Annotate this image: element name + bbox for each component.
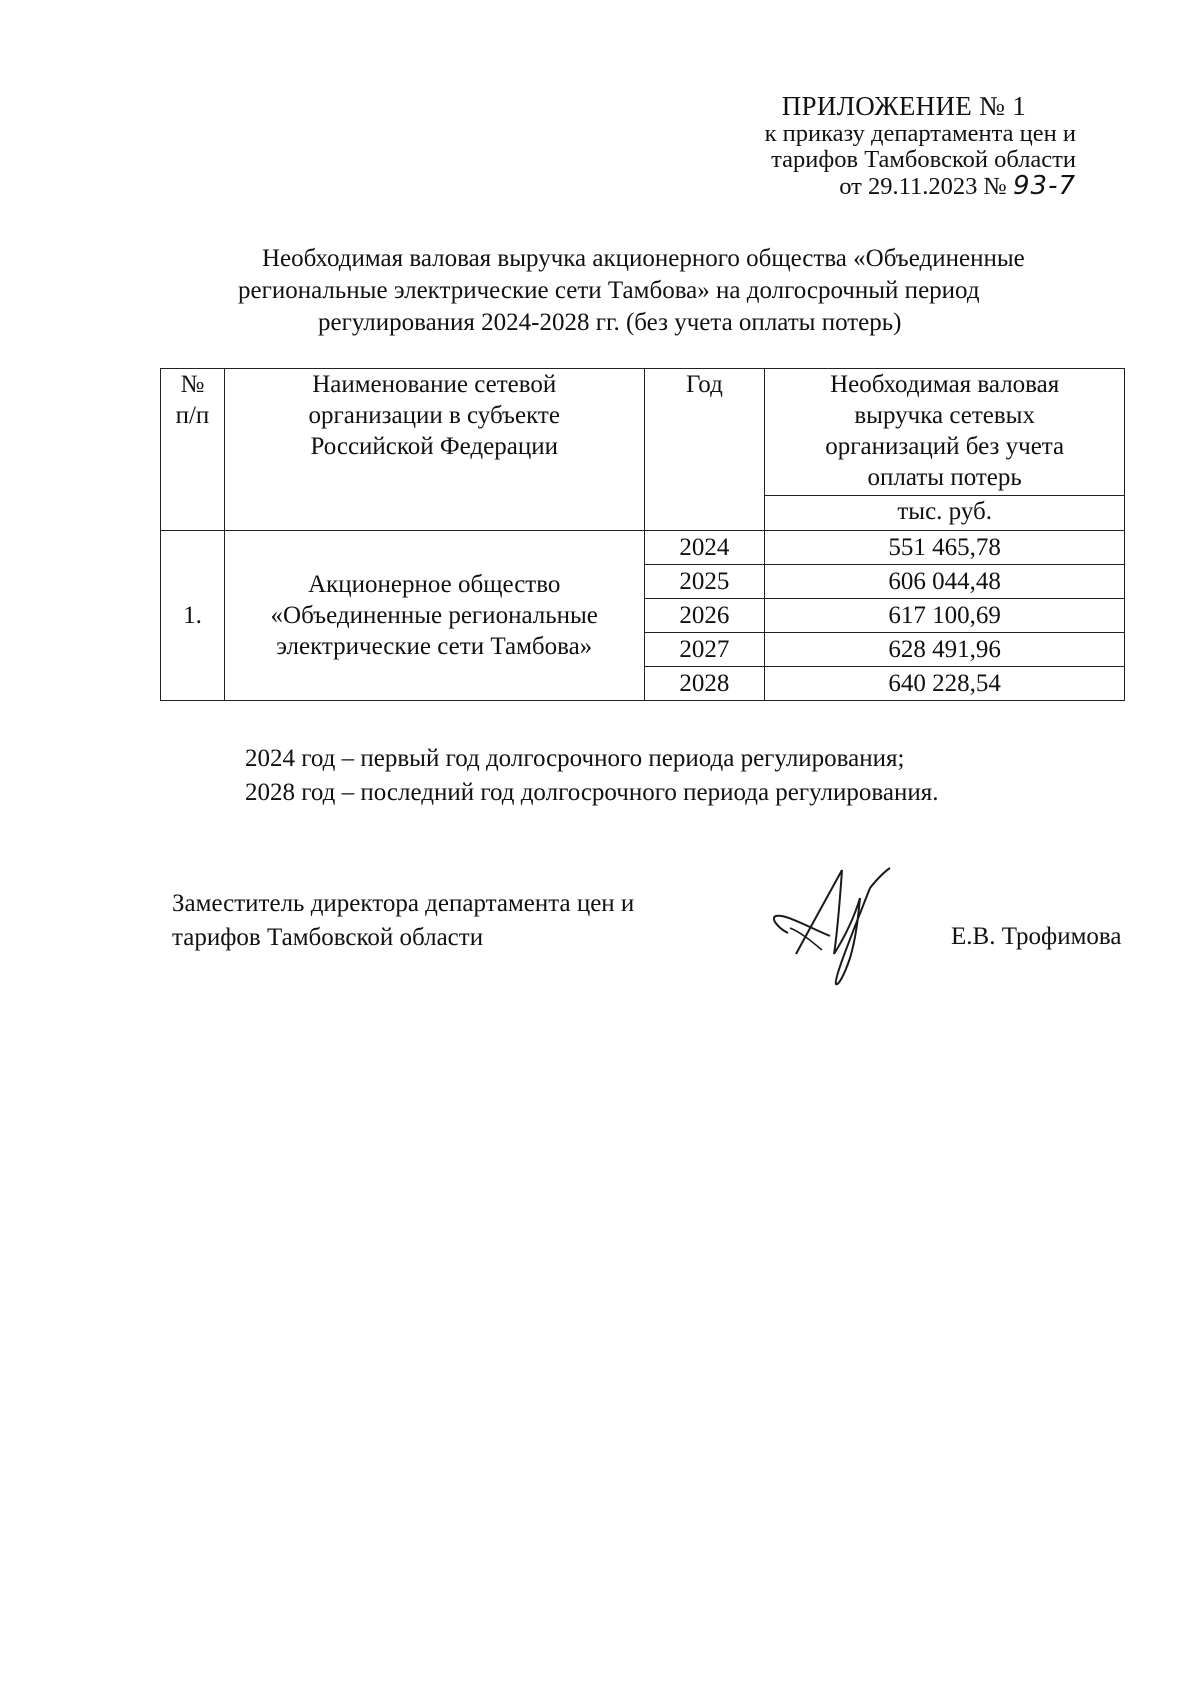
header-org-name-line3: Российской Федерации: [310, 433, 558, 460]
year-cell: 2026: [644, 599, 765, 633]
handwritten-order-number: 93-7: [1012, 171, 1076, 201]
value-cell: 617 100,69: [765, 599, 1125, 633]
appendix-order-date: [656, 173, 1076, 200]
header-number-label: п/п: [175, 402, 210, 429]
document-title-line3: регулирования 2024-2028 гг. (без учета оплаты потерь): [318, 309, 902, 336]
appendix-title: ПРИЛОЖЕНИЕ № 1: [781, 91, 1026, 121]
notes: [245, 742, 939, 810]
header-revenue-line1: Необходимая валовая: [830, 371, 1060, 398]
year-cell: 2028: [644, 667, 765, 701]
table-row: [161, 531, 1125, 565]
row-org-name-line2: «Объединенные региональные: [270, 602, 598, 629]
row-org-name: [224, 531, 644, 701]
revenue-table: [160, 368, 1125, 701]
appendix-header: [656, 92, 1076, 200]
signatory-position-line1: Заместитель директора департамента цен и: [172, 890, 635, 917]
table-header-row: [161, 369, 1125, 496]
year-cell: 2024: [644, 531, 765, 565]
header-revenue-line4: оплаты потерь: [867, 464, 1022, 491]
document-title: [230, 243, 1130, 339]
signatory-position: [172, 887, 634, 955]
document-title-line1: Необходимая валовая выручка акционерного общества «Объединенные: [262, 245, 1025, 272]
header-org-name-line2: организации в субъекте: [308, 402, 560, 429]
signatory-name: Е.В. Трофимова: [951, 923, 1122, 950]
appendix-order-ref-line1: к приказу департамента цен и: [764, 120, 1076, 147]
appendix-date-prefix: от 29.11.2023 №: [839, 173, 1007, 200]
header-number-sign: №: [180, 371, 205, 398]
value-cell: 606 044,48: [765, 565, 1125, 599]
note-first-year: 2024 год – первый год долгосрочного периода регулирования;: [245, 745, 905, 772]
header-revenue: [765, 369, 1125, 496]
note-last-year: 2028 год – последний год долгосрочного периода регулирования.: [245, 779, 939, 806]
header-revenue-line2: выручка сетевых: [854, 402, 1035, 429]
value-cell: 640 228,54: [765, 667, 1125, 701]
year-cell: 2027: [644, 633, 765, 667]
row-org-name-line3: электрические сети Тамбова»: [276, 633, 593, 660]
header-revenue-line3: организаций без учета: [825, 433, 1065, 460]
header-org-name-line1: Наименование сетевой: [312, 371, 557, 398]
document-title-line2: региональные электрические сети Тамбова» на долгосрочный период: [238, 277, 980, 304]
header-unit: тыс. руб.: [765, 496, 1125, 531]
value-cell: 628 491,96: [765, 633, 1125, 667]
header-number: [161, 369, 225, 531]
signatory-position-line2: тарифов Тамбовской области: [172, 924, 484, 951]
appendix-order-ref-line2: тарифов Тамбовской области: [771, 146, 1076, 173]
header-year: Год: [644, 369, 765, 531]
value-cell: 551 465,78: [765, 531, 1125, 565]
handwritten-signature: [760, 858, 920, 988]
year-cell: 2025: [644, 565, 765, 599]
header-org-name: [224, 369, 644, 531]
row-number: 1.: [161, 531, 225, 701]
row-org-name-line1: Акционерное общество: [308, 571, 561, 598]
